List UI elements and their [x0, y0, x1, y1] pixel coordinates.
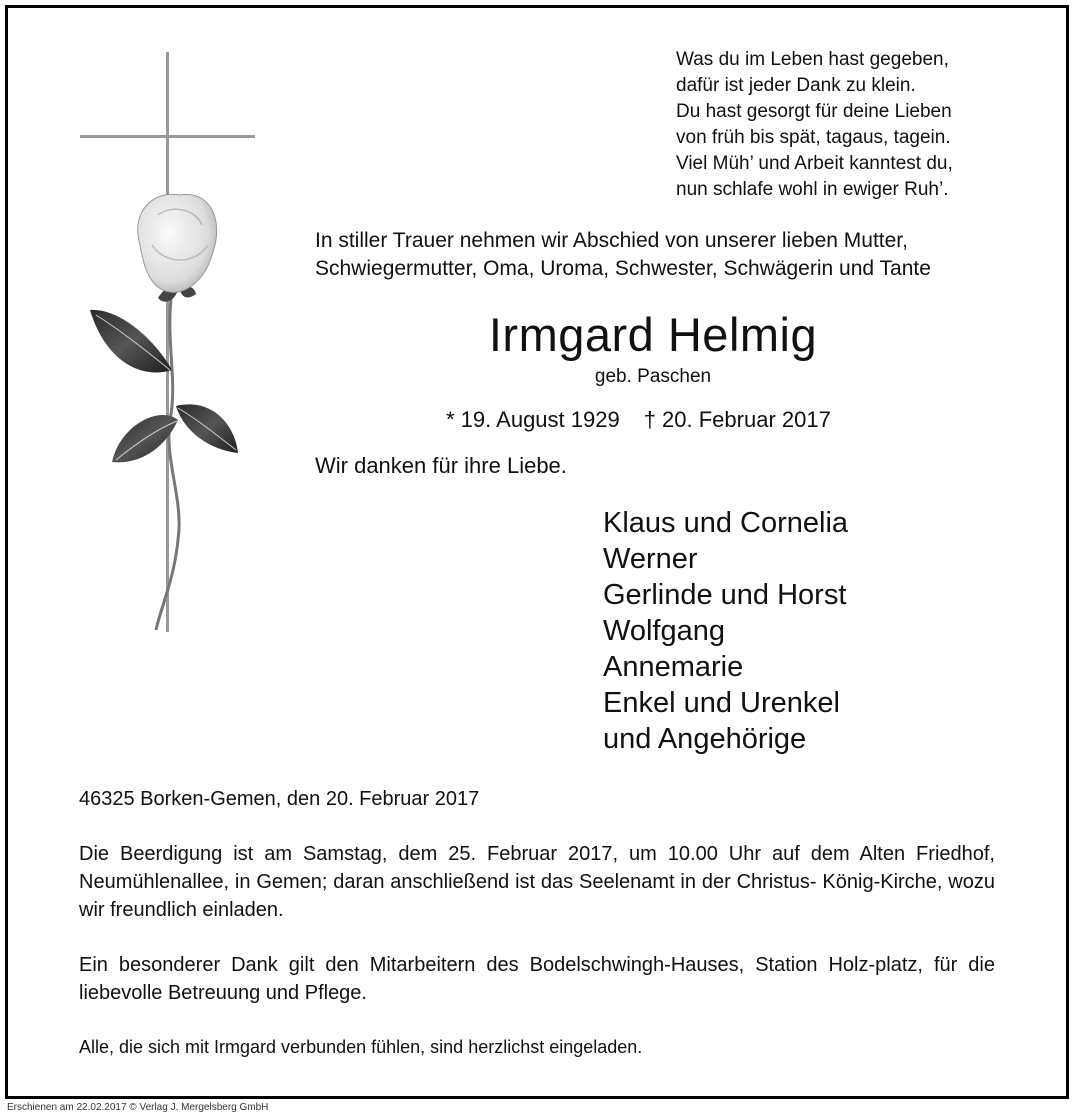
mourners-list: [603, 505, 848, 757]
intro-line: Schwiegermutter, Oma, Uroma, Schwester, Schwägerin und Tante: [315, 257, 931, 280]
funeral-details: Die Beerdigung ist am Samstag, dem 25. Februar 2017, um 10.00 Uhr auf dem Alten Friedhof, Neumühlenallee, in Gemen; daran anschließend ist das Seelenamt in der Christus- König-Kirche, wozu wir freundlich einladen.: [79, 843, 995, 921]
mourner-entry: Werner: [603, 543, 698, 575]
maiden-name: geb. Paschen: [594, 366, 712, 387]
poem-line: Du hast gesorgt für deine Lieben: [676, 101, 952, 122]
life-dates: [446, 405, 831, 435]
birth-date: * 19. August 1929: [446, 407, 620, 432]
mourner-entry: Klaus und Cornelia: [603, 507, 849, 539]
mourner-entry: Gerlinde und Horst: [603, 579, 847, 611]
poem-verse: [676, 47, 953, 203]
rose-icon: [90, 194, 238, 630]
mourner-entry: Annemarie: [603, 651, 744, 683]
mourner-entry: Wolfgang: [603, 615, 725, 647]
poem-line: von früh bis spät, tagaus, tagein.: [676, 127, 951, 148]
death-date: † 20. Februar 2017: [643, 407, 831, 432]
deceased-name: Irmgard Helmig: [488, 308, 818, 361]
thanks-line: Wir danken für ihre Liebe.: [315, 453, 567, 478]
poem-line: dafür ist jeder Dank zu klein.: [676, 75, 916, 96]
intro-line: In stiller Trauer nehmen wir Abschied von unserer lieben Mutter,: [315, 229, 908, 252]
poem-line: Was du im Leben hast gegeben,: [676, 49, 949, 70]
poem-line: Viel Müh’ und Arbeit kanntest du,: [676, 153, 953, 174]
publication-footer: Erschienen am 22.02.2017 © Verlag J. Mergelsberg GmbH: [7, 1102, 269, 1113]
mourner-entry: Enkel und Urenkel: [603, 687, 840, 719]
poem-line: nun schlafe wohl in ewiger Ruh’.: [676, 179, 949, 200]
intro-text: [315, 227, 931, 283]
special-thanks: Ein besonderer Dank gilt den Mitarbeitern des Bodelschwingh-Hauses, Station Holz-platz, für die liebevolle Betreuung und Pflege.: [79, 954, 995, 1004]
mourner-entry: und Angehörige: [603, 723, 807, 755]
place-date: 46325 Borken-Gemen, den 20. Februar 2017: [79, 788, 480, 810]
invitation-text: Alle, die sich mit Irmgard verbunden fühlen, sind herzlichst eingeladen.: [79, 1037, 643, 1057]
